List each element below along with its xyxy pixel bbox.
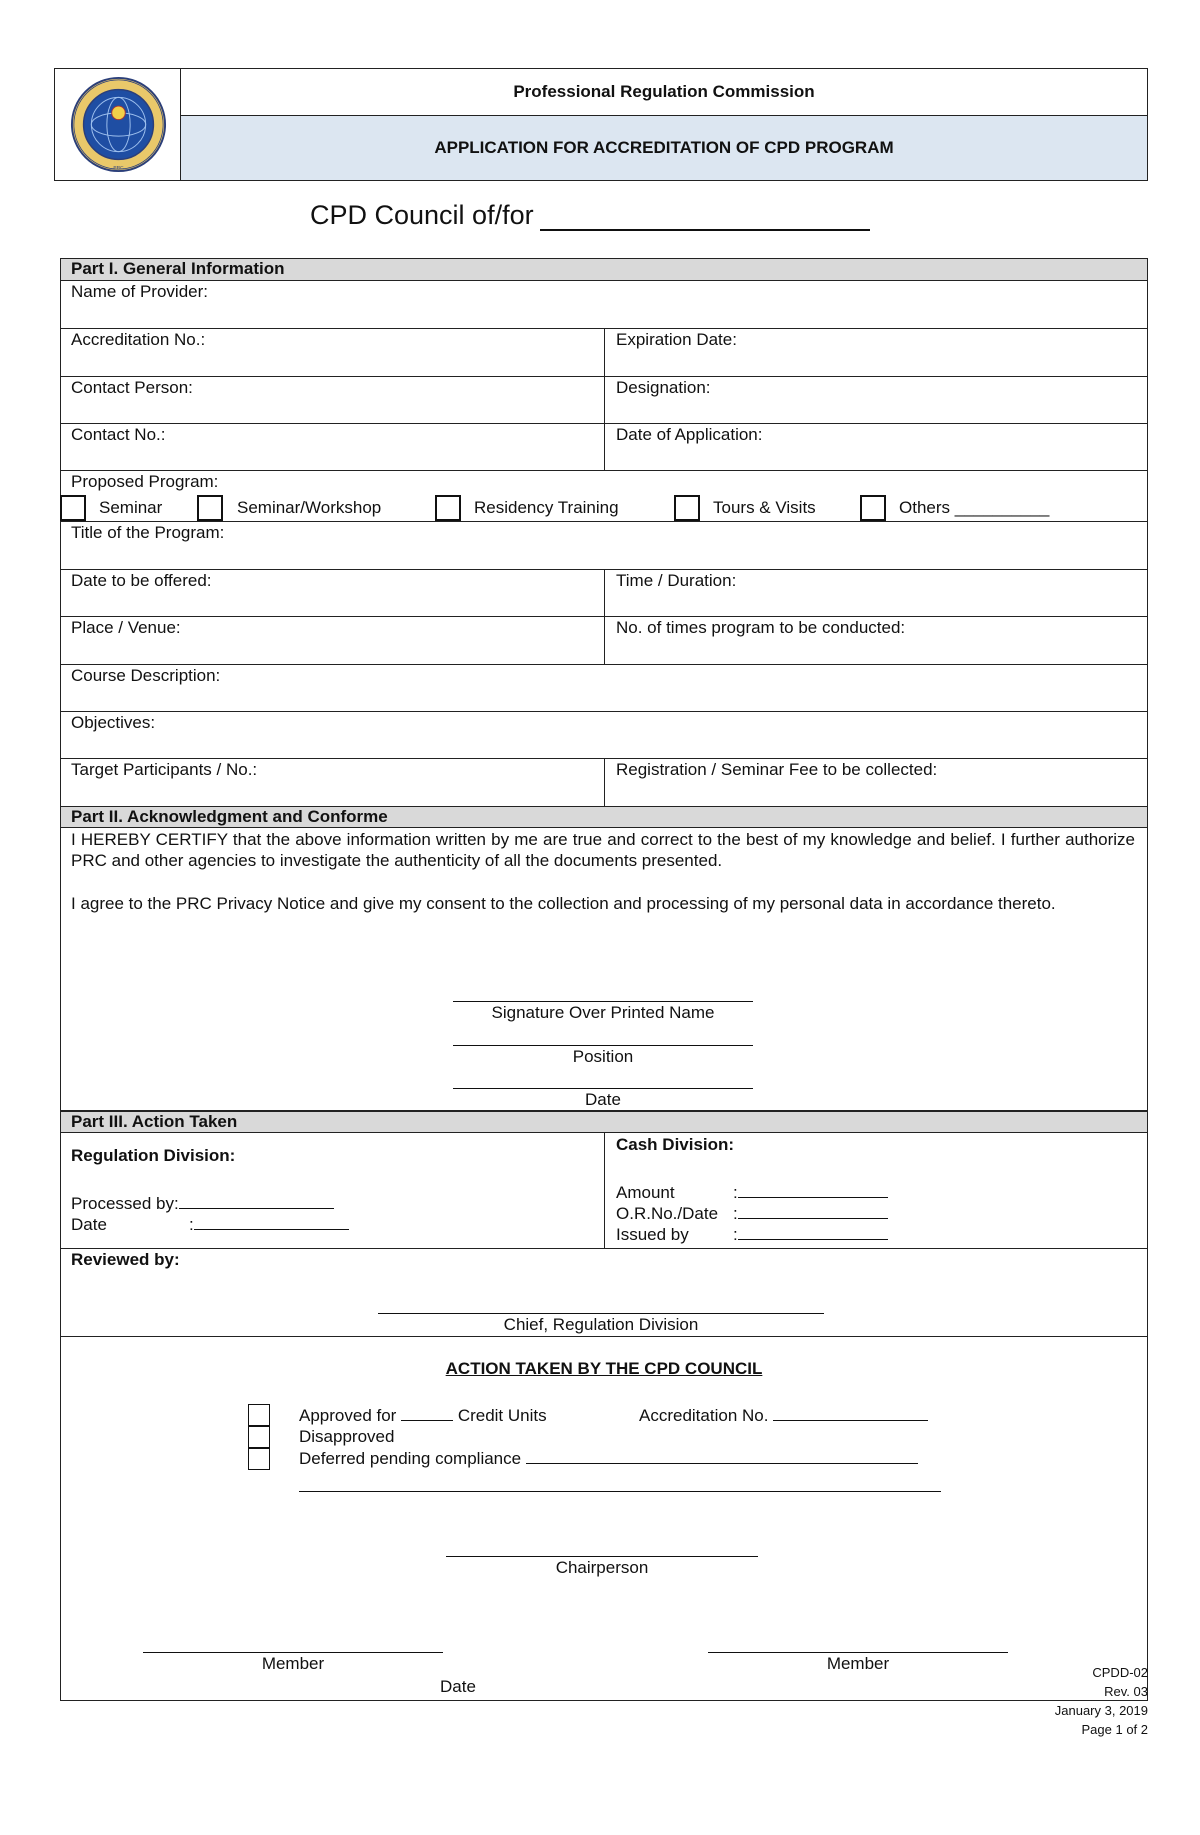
objectives-label: Objectives:	[71, 713, 156, 732]
regulation-division-label: Regulation Division:	[71, 1146, 236, 1165]
deferred-label: Deferred pending compliance	[299, 1449, 522, 1468]
member-left-line[interactable]	[143, 1652, 443, 1653]
prc-seal-icon	[70, 76, 167, 173]
deferred-blank[interactable]	[526, 1449, 918, 1464]
approved-checkbox[interactable]	[248, 1404, 270, 1426]
contact-no-label: Contact No.:	[71, 425, 166, 444]
council-accreditation-label: Accreditation No.	[639, 1406, 769, 1425]
amount-row: Amount :	[616, 1183, 888, 1203]
residency-training-option-label: Residency Training	[474, 498, 619, 517]
seminar-workshop-option-label: Seminar/Workshop	[237, 498, 382, 517]
disapproved-checkbox[interactable]	[248, 1426, 270, 1448]
reviewed-by-label: Reviewed by:	[71, 1250, 180, 1269]
cash-division-label: Cash Division:	[616, 1135, 735, 1154]
deferred-checkbox[interactable]	[248, 1448, 270, 1470]
chairperson-line[interactable]	[446, 1556, 758, 1557]
position-line[interactable]	[453, 1045, 753, 1046]
member-right-label: Member	[826, 1654, 890, 1673]
date-line[interactable]	[453, 1088, 753, 1089]
credit-units-blank[interactable]	[401, 1406, 453, 1421]
part3-header: Part III. Action Taken	[61, 1112, 1147, 1132]
proposed-program-label: Proposed Program:	[71, 472, 219, 491]
chief-signature-line[interactable]	[378, 1313, 824, 1314]
council-blank[interactable]	[540, 205, 870, 231]
part2-header: Part II. Acknowledgment and Conforme	[61, 807, 1147, 827]
name-of-provider-label: Name of Provider:	[71, 282, 208, 301]
form-revision: Rev. 03	[1104, 1684, 1148, 1699]
title-of-program-label: Title of the Program:	[71, 523, 225, 542]
issued-by-blank[interactable]	[738, 1225, 888, 1240]
no-times-label: No. of times program to be conducted:	[616, 618, 906, 637]
seal-text: PRC	[113, 166, 124, 172]
application-form	[60, 258, 1148, 1701]
expiration-date-label: Expiration Date:	[616, 330, 737, 349]
council-action-title: ACTION TAKEN BY THE CPD COUNCIL	[445, 1359, 763, 1378]
org-name: Professional Regulation Commission	[181, 69, 1147, 116]
target-participants-label: Target Participants / No.:	[71, 760, 258, 779]
issued-by-row: Issued by :	[616, 1225, 888, 1245]
reg-date-blank[interactable]	[194, 1215, 349, 1230]
others-option-label: Others __________	[899, 498, 1050, 517]
approved-for-label: Approved for	[299, 1406, 397, 1425]
or-no-row: O.R.No./Date :	[616, 1204, 888, 1224]
seminar-option-label: Seminar	[99, 498, 163, 517]
council-date-label: Date	[440, 1677, 476, 1696]
place-venue-label: Place / Venue:	[71, 618, 181, 637]
seminar-workshop-checkbox[interactable]	[197, 495, 223, 521]
deferred-row	[299, 1449, 918, 1469]
logo-cell	[55, 69, 181, 180]
processed-by-blank[interactable]	[179, 1194, 334, 1209]
date-offered-label: Date to be offered:	[71, 571, 212, 590]
tours-visits-checkbox[interactable]	[674, 495, 700, 521]
date-of-application-label: Date of Application:	[616, 425, 763, 444]
council-accreditation-blank[interactable]	[773, 1406, 928, 1421]
certification-text: I HEREBY CERTIFY that the above information written by me are true and correct to the best of my knowledge and belief. I further authorize PRC and other agencies to investigate the authenticity of all the documents presented.	[71, 830, 1135, 870]
chief-label: Chief, Regulation Division	[503, 1315, 699, 1334]
designation-label: Designation:	[616, 378, 711, 397]
course-description-label: Course Description:	[71, 666, 221, 685]
registration-fee-label: Registration / Seminar Fee to be collected:	[616, 760, 938, 779]
amount-label: Amount	[616, 1183, 675, 1202]
form-code: CPDD-02	[1092, 1665, 1148, 1680]
form-title: APPLICATION FOR ACCREDITATION OF CPD PROGRAM	[181, 116, 1147, 180]
accreditation-row	[639, 1406, 928, 1426]
deferred-continuation-line[interactable]	[299, 1491, 941, 1492]
contact-person-label: Contact Person:	[71, 378, 193, 397]
page-number: Page 1 of 2	[1081, 1722, 1148, 1737]
processed-by-label: Processed by:	[71, 1194, 179, 1213]
reg-date-label: Date	[71, 1215, 107, 1234]
tours-visits-option-label: Tours & Visits	[713, 498, 816, 517]
residency-training-checkbox[interactable]	[435, 495, 461, 521]
position-label: Position	[572, 1047, 634, 1066]
amount-blank[interactable]	[738, 1183, 888, 1198]
signature-label: Signature Over Printed Name	[491, 1003, 715, 1022]
form-date: January 3, 2019	[1054, 1703, 1148, 1718]
date-row: Date :	[71, 1215, 349, 1235]
member-right-line[interactable]	[708, 1652, 1008, 1653]
part1-header: Part I. General Information	[61, 259, 1147, 280]
processed-by-row	[71, 1194, 334, 1214]
council-label: CPD Council of/for	[310, 200, 534, 230]
seminar-checkbox[interactable]	[60, 495, 86, 521]
member-left-label: Member	[261, 1654, 325, 1673]
council-line	[310, 200, 870, 231]
form-header	[54, 68, 1148, 181]
approved-row	[299, 1406, 547, 1426]
or-no-date-label: O.R.No./Date	[616, 1204, 719, 1223]
privacy-consent-text: I agree to the PRC Privacy Notice and give my consent to the collection and processing of my personal data in accordance thereto.	[71, 894, 1056, 913]
disapproved-label: Disapproved	[299, 1427, 395, 1446]
others-checkbox[interactable]	[860, 495, 886, 521]
chairperson-label: Chairperson	[555, 1558, 649, 1577]
signature-line[interactable]	[453, 1001, 753, 1002]
issued-by-label: Issued by	[616, 1225, 689, 1244]
accreditation-no-label: Accreditation No.:	[71, 330, 206, 349]
or-no-blank[interactable]	[738, 1204, 888, 1219]
date-label: Date	[585, 1090, 621, 1109]
credit-units-label: Credit Units	[457, 1406, 547, 1425]
time-duration-label: Time / Duration:	[616, 571, 737, 590]
